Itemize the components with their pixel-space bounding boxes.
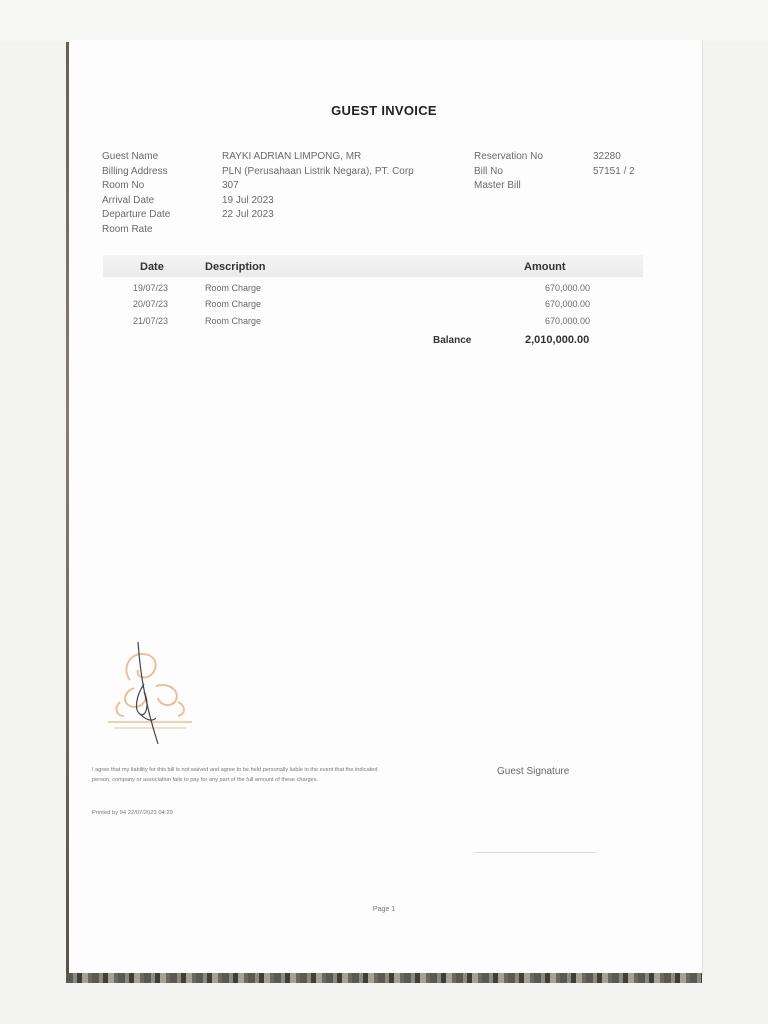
signature-line: [474, 852, 596, 853]
label-master-bill: Master Bill: [474, 180, 521, 191]
label-room-rate: Room Rate: [102, 223, 153, 235]
guest-info-values: [222, 150, 414, 237]
value-room-rate: [222, 223, 414, 238]
row-description: Room Charge: [205, 299, 262, 309]
row-description: Room Charge: [205, 316, 262, 326]
guest-signature-label: Guest Signature: [497, 766, 570, 777]
table-row: [103, 283, 643, 299]
invoice-title: GUEST INVOICE: [331, 103, 437, 118]
label-departure-date: Departure Date: [102, 209, 171, 220]
charges-table-header: [103, 255, 643, 277]
row-date: 19/07/23: [133, 283, 169, 293]
printed-by-info: Printed by 94 22/07/2023 04:29: [92, 810, 173, 816]
value-guest-name: RAYKI ADRIAN LIMPONG, MR: [222, 151, 362, 162]
page-edge-shadow: [66, 42, 69, 982]
row-description: Room Charge: [205, 283, 262, 293]
header-amount: Amount: [524, 261, 566, 273]
liability-agreement-text: I agree that my liability for this bill is not waived and agree to be held personally liable in the event that the indicated person, company or association fails to pay for any part of the full amount of these charges.: [92, 767, 378, 783]
value-billing-address: PLN (Perusahaan Listrik Negara), PT. Corp: [222, 165, 414, 177]
value-departure-date: 22 Jul 2023: [222, 209, 274, 220]
page-number: Page 1: [372, 906, 396, 913]
table-row: [103, 299, 643, 315]
row-date: 21/07/23: [133, 316, 169, 326]
balance-label: Balance: [433, 335, 472, 346]
row-amount: 670,000.00: [544, 283, 590, 293]
bill-info-values: [593, 150, 635, 194]
hotel-stamp-with-signature: [100, 640, 200, 750]
bill-info-labels: [474, 150, 543, 194]
value-master-bill: [593, 179, 635, 194]
row-date: 20/07/23: [133, 299, 169, 309]
balance-value: 2,010,000.00: [525, 334, 590, 346]
header-date: Date: [140, 261, 164, 273]
label-arrival-date: Arrival Date: [102, 194, 155, 206]
row-amount: 670,000.00: [544, 316, 590, 326]
header-description: Description: [205, 261, 266, 273]
label-billing-address: Billing Address: [102, 165, 168, 177]
label-reservation-no: Reservation No: [474, 151, 543, 162]
value-reservation-no: 32280: [593, 151, 621, 162]
value-bill-no: 57151 / 2: [593, 165, 635, 177]
scan-bottom-edge: [66, 973, 702, 983]
value-arrival-date: 19 Jul 2023: [222, 194, 274, 206]
label-guest-name: Guest Name: [102, 151, 159, 162]
label-room-no: Room No: [102, 180, 145, 191]
row-amount: 670,000.00: [544, 299, 590, 309]
table-row: [103, 316, 643, 332]
value-room-no: 307: [222, 180, 239, 191]
scan-background: [0, 0, 768, 42]
label-bill-no: Bill No: [474, 165, 503, 177]
guest-info-labels: [102, 150, 170, 237]
